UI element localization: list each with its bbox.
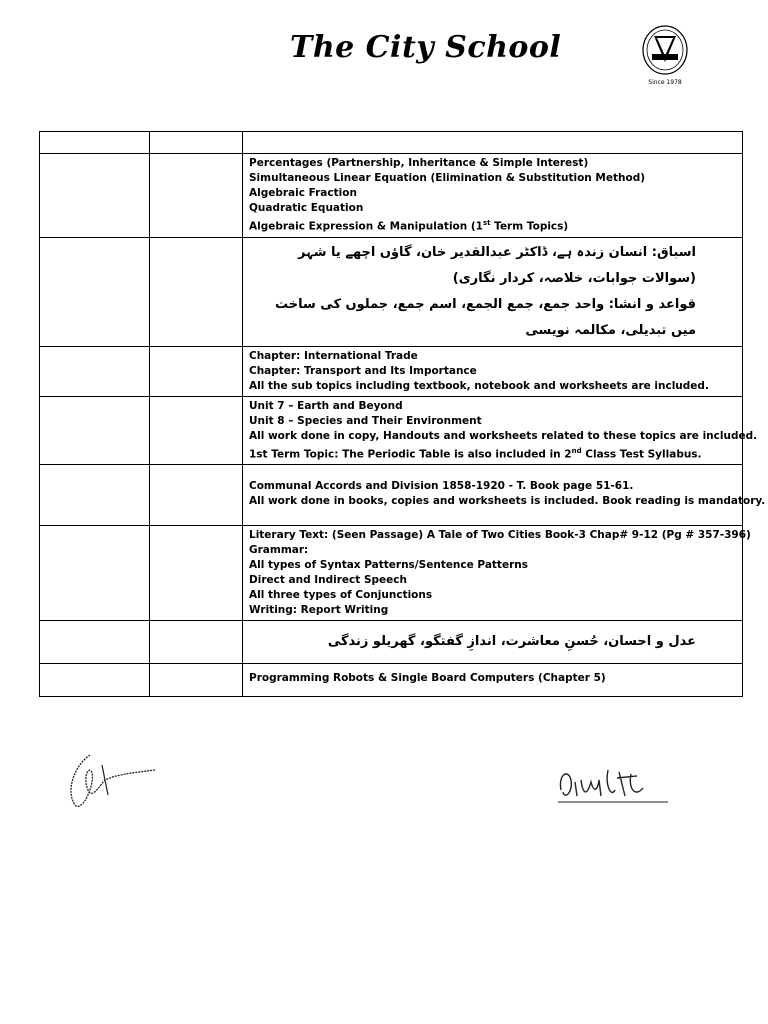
table-row <box>40 526 743 621</box>
table-row <box>40 154 743 238</box>
content-line: 1st Term Topic: The Periodic Table is also included in 2nd Class Test Syllabus. <box>249 446 702 460</box>
content-line: Writing: Report Writing <box>249 604 389 616</box>
content-line: Simultaneous Linear Equation (Elimination & Substitution Method) <box>249 172 646 184</box>
table-row <box>40 465 743 526</box>
row-content <box>243 346 743 396</box>
row-content <box>243 465 766 526</box>
content-line: All three types of Conjunctions <box>249 589 433 601</box>
table-row <box>40 396 743 465</box>
row-content <box>243 154 743 238</box>
syllabus-table <box>39 131 766 697</box>
table-row <box>40 237 743 346</box>
school-crest-logo <box>640 24 690 88</box>
row-content <box>243 664 743 697</box>
table-row <box>40 346 743 396</box>
table-row <box>40 132 743 154</box>
content-line: Grammar: <box>249 544 309 556</box>
content-line: Quadratic Equation <box>249 202 364 214</box>
row-content <box>243 526 751 621</box>
content-line: Chapter: Transport and Its Importance <box>249 364 477 377</box>
content-line: All the sub topics including textbook, notebook and worksheets are included. <box>249 379 709 392</box>
urdu-line: عدل و احسان، حُسنِ معاشرت، اندازِ گفتگو، گھریلو زندگی <box>327 634 696 649</box>
content-line: Literary Text: (Seen Passage) A Tale of Two Cities Book-3 Chap# 9-12 (Pg # 357-396) <box>249 529 751 541</box>
table-row <box>40 664 743 697</box>
table-row <box>40 621 743 664</box>
row-content <box>243 621 743 664</box>
content-line: All types of Syntax Patterns/Sentence Patterns <box>249 559 528 571</box>
content-line: All work done in books, copies and worksheets is included. Book reading is mandatory. <box>249 495 766 507</box>
content-line: Unit 7 – Earth and Beyond <box>249 399 403 412</box>
signature-left <box>60 745 170 815</box>
row-content <box>243 396 758 465</box>
school-title: The City School <box>290 30 562 65</box>
content-line: Programming Robots & Single Board Computers (Chapter 5) <box>249 672 606 684</box>
signature-right <box>553 760 673 810</box>
content-line: All work done in copy, Handouts and worksheets related to these topics are included. <box>249 429 758 442</box>
content-line: Communal Accords and Division 1858-1920 - T. Book page 51-61. <box>249 480 634 492</box>
logo-since-text: Since 1978 <box>648 79 682 86</box>
urdu-line: اسباق: انسان زندہ ہے، ڈاکٹر عبدالقدیر خان، گاؤں اچھے یا شہر (سوالات جوابات، خلاصہ، کردار نگاری) <box>298 244 696 286</box>
content-line: Chapter: International Trade <box>249 349 418 362</box>
content-line: Algebraic Fraction <box>249 187 357 199</box>
content-line: Unit 8 – Species and Their Environment <box>249 414 482 427</box>
content-line: Algebraic Expression & Manipulation (1st Term Topics) <box>249 219 569 233</box>
urdu-line: قواعد و انشا: واحد جمع، جمع الجمع، اسم جمع، جملوں کی ساخت میں تبدیلی، مکالمہ نویسی <box>274 296 696 338</box>
content-line: Percentages (Partnership, Inheritance & Simple Interest) <box>249 157 589 169</box>
content-line: Direct and Indirect Speech <box>249 574 407 586</box>
row-content <box>243 237 743 346</box>
